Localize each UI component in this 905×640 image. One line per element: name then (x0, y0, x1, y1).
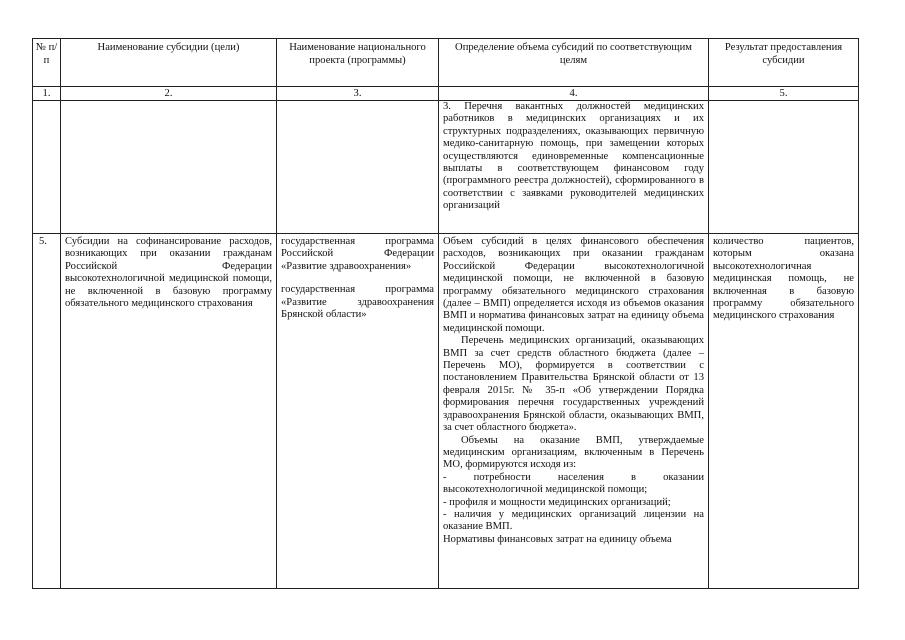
header-row (33, 39, 859, 87)
cell-volume-continued (439, 101, 709, 234)
table-row-continued (33, 101, 859, 234)
continued-text: 3. Перечня вакантных должностей медицинских работников в медицинских организациях и их структурных подразделениях, оказывающих первичную медико-санитарную помощь, при замещении которых осуществляются единовременные компенсационные выплаты в соответствующем финансовом году (программного реестра должностей), сформированного в соответствии с заявками руководителей медицинских организаций (443, 101, 704, 212)
row-number: 5. (33, 234, 61, 589)
result-text: количество пациентов, которым оказана высокотехнологичная медицинская помощь, не включенная в базовую программу обязательного медицинского страхования (713, 236, 854, 322)
numbering-cell: 4. (439, 87, 709, 101)
cell-empty (33, 101, 61, 234)
project-text-1: государственная программа Российской Федерации «Развитие здравоохранения» (281, 236, 434, 272)
volume-paragraph-4: Нормативы финансовых затрат на единицу объема (443, 533, 672, 545)
volume-list-item: - профиля и мощности медицинских организаций; (443, 496, 671, 508)
numbering-row (33, 87, 859, 101)
header-result: Результат предоставления субсидии (709, 39, 859, 87)
numbering-cell: 2. (61, 87, 277, 101)
volume-paragraph-3: Объемы на оказание ВМП, утверждаемые медицинским организациям, включенным в Перечень МО, формируются исходя из: (443, 434, 704, 471)
numbering-cell: 5. (709, 87, 859, 101)
header-number: № п/п (33, 39, 61, 87)
volume-list-item: - потребности населения в оказании высокотехнологичной медицинской помощи; (443, 471, 704, 496)
project-name (277, 234, 439, 589)
subsidy-name (61, 234, 277, 589)
volume-paragraph-2: Перечень медицинских организаций, оказывающих ВМП за счет средств областного бюджета (далее – Перечень МО), формируется в соответствии с постановлением Правительства Брянской области от 13 февраля 2015г. № 35-п «Об утверждении Порядка формирования перечня государственных учреждений здравоохранения Брянской области, оказывающих ВМП, за счет областного бюджета». (443, 335, 704, 434)
table-row-5 (33, 234, 859, 589)
header-project-name: Наименование национального проекта (программы) (277, 39, 439, 87)
volume-list-item: - наличия у медицинских организаций лицензии на оказание ВМП. (443, 508, 704, 533)
numbering-cell: 1. (33, 87, 61, 101)
cell-empty (709, 101, 859, 234)
subsidy-table (32, 38, 859, 589)
result-cell (709, 234, 859, 589)
project-text-2: государственная программа «Развитие здравоохранения Брянской области» (281, 284, 434, 321)
subsidy-text: Субсидии на софинансирование расходов, возникающих при оказании гражданам Российской Федерации высокотехнологичной медицинской помощи, не включенной в базовую программу обязательного медицинского страхования (65, 236, 272, 310)
cell-empty (277, 101, 439, 234)
numbering-cell: 3. (277, 87, 439, 101)
volume-definition (439, 234, 709, 589)
header-volume-definition: Определение объема субсидий по соответствующим целям (439, 39, 709, 87)
header-subsidy-name: Наименование субсидии (цели) (61, 39, 277, 87)
volume-paragraph-1: Объем субсидий в целях финансового обеспечения расходов, возникающих при оказании гражданам Российской Федерации высокотехнологичной медицинской помощи, не включенной в базовую программу обязательного медицинского страхования (далее – ВМП) определяется исходя из объемов оказания ВМП и норматива финансовых затрат на единицу объема медицинской помощи. (443, 236, 704, 334)
cell-empty (61, 101, 277, 234)
